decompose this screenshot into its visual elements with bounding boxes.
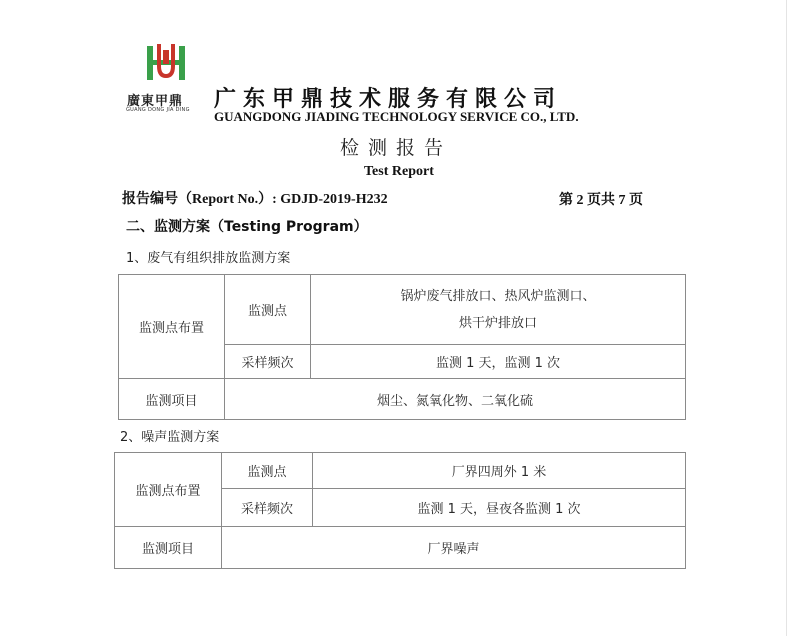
points-value xyxy=(311,275,686,345)
frequency-value: 监测 1 天，昼夜各监测 1 次 xyxy=(313,489,686,527)
items-value: 烟尘、氮氧化物、二氧化硫 xyxy=(225,379,686,420)
company-name-cn: 广东甲鼎技术服务有限公司 xyxy=(214,87,563,112)
frequency-label: 采样频次 xyxy=(225,345,311,379)
scan-edge-divider xyxy=(786,0,787,636)
frequency-value: 监测 1 天，监测 1 次 xyxy=(311,345,686,379)
frequency-label: 采样频次 xyxy=(222,489,313,527)
noise-monitoring-table xyxy=(114,452,686,569)
points-value-line2: 烘干炉排放口 xyxy=(458,315,537,331)
report-title-en: Test Report xyxy=(364,164,434,179)
logo-en-name: GUANG DONG JIA DING xyxy=(126,107,190,113)
report-title-cn: 检测报告 xyxy=(340,137,453,159)
items-label: 监测项目 xyxy=(115,527,222,569)
layout-label: 监测点布置 xyxy=(119,275,225,379)
layout-label: 监测点布置 xyxy=(115,453,222,527)
items-label: 监测项目 xyxy=(119,379,225,420)
report-number: 报告编号（Report No.）: GDJD-2019-H232 xyxy=(122,192,388,207)
points-value-line1: 锅炉废气排放口、热风炉监测口、 xyxy=(400,288,596,304)
page-indicator: 第 2 页共 7 页 xyxy=(559,193,643,208)
section-heading-testing-program: 二、监测方案（Testing Program） xyxy=(126,219,368,235)
subsection-heading-exhaust: 1、废气有组织排放监测方案 xyxy=(126,251,291,266)
items-value: 厂界噪声 xyxy=(222,527,686,569)
subsection-heading-noise: 2、噪声监测方案 xyxy=(120,430,220,445)
logo-cn-name: 廣東甲鼎 xyxy=(127,94,184,109)
company-name-en: GUANGDONG JIADING TECHNOLOGY SERVICE CO., LTD. xyxy=(214,109,579,124)
company-logo-icon xyxy=(143,40,189,86)
points-label: 监测点 xyxy=(225,275,311,345)
points-value: 厂界四周外 1 米 xyxy=(313,453,686,489)
points-label: 监测点 xyxy=(222,453,313,489)
exhaust-monitoring-table xyxy=(118,274,686,420)
